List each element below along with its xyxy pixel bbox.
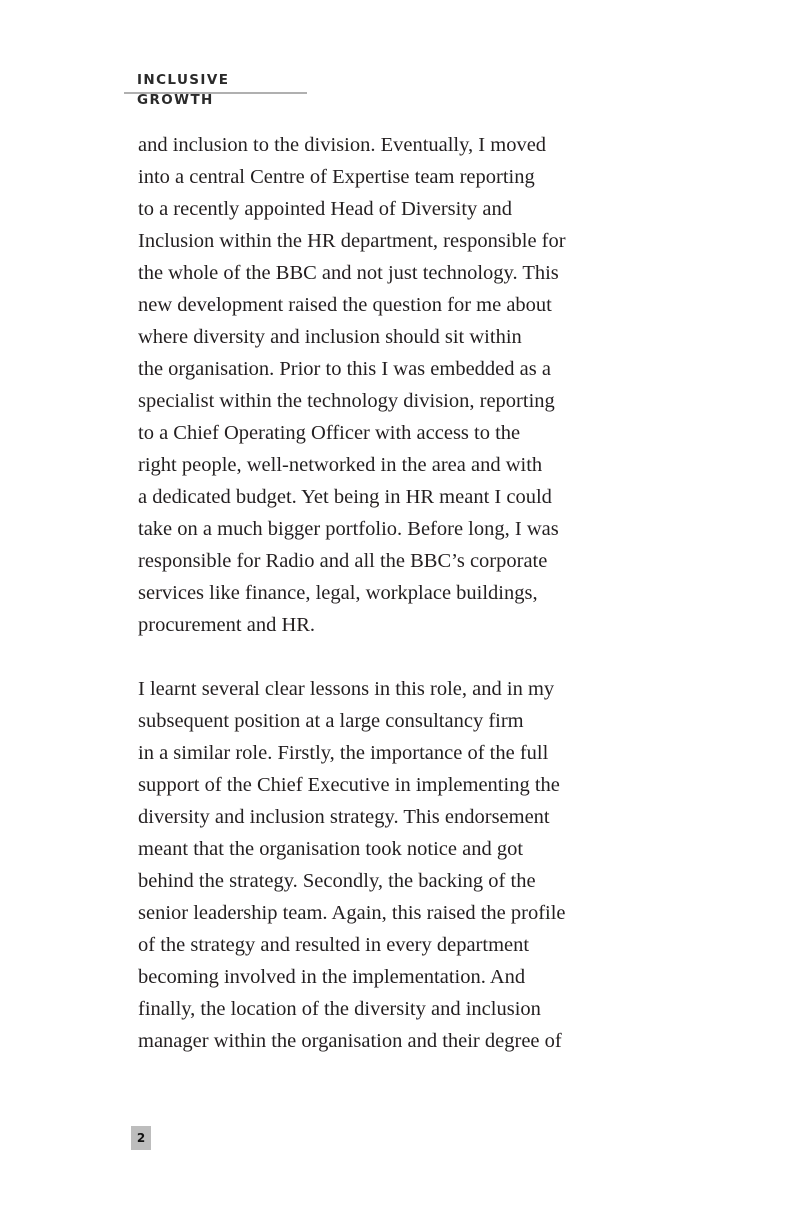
text-line: to a Chief Operating Officer with access to the bbox=[138, 422, 521, 444]
text-line: specialist within the technology division, reporting bbox=[138, 390, 555, 412]
text-line: to a recently appointed Head of Diversity and bbox=[138, 198, 512, 220]
text-line: of the strategy and resulted in every department bbox=[138, 934, 530, 956]
text-line: I learnt several clear lessons in this role, and in my bbox=[138, 678, 555, 700]
text-line: senior leadership team. Again, this raised the profile bbox=[138, 902, 566, 924]
text-line: support of the Chief Executive in implementing the bbox=[138, 774, 560, 796]
text-line: diversity and inclusion strategy. This endorsement bbox=[138, 806, 550, 828]
text-line: in a similar role. Firstly, the importance of the full bbox=[138, 742, 549, 764]
body-text bbox=[138, 129, 698, 1057]
text-line: behind the strategy. Secondly, the backing of the bbox=[138, 870, 536, 892]
text-line: take on a much bigger portfolio. Before long, I was bbox=[138, 518, 559, 540]
text-line: manager within the organisation and their degree of bbox=[138, 1030, 562, 1052]
text-line: where diversity and inclusion should sit within bbox=[138, 326, 522, 348]
text-line: and inclusion to the division. Eventually, I moved bbox=[138, 134, 547, 156]
text-line: the organisation. Prior to this I was embedded as a bbox=[138, 358, 551, 380]
paragraph-1 bbox=[138, 129, 698, 641]
text-line: subsequent position at a large consultancy firm bbox=[138, 710, 524, 732]
text-line: right people, well-networked in the area and with bbox=[138, 454, 543, 476]
text-line: finally, the location of the diversity and inclusion bbox=[138, 998, 541, 1020]
paragraph-2 bbox=[138, 673, 698, 1057]
text-line: into a central Centre of Expertise team reporting bbox=[138, 166, 535, 188]
text-line: responsible for Radio and all the BBC’s corporate bbox=[138, 550, 548, 572]
text-line: becoming involved in the implementation. And bbox=[138, 966, 526, 988]
page-number: 2 bbox=[131, 1126, 151, 1150]
text-line: the whole of the BBC and not just technology. This bbox=[138, 262, 559, 284]
running-header: INCLUSIVE GROWTH bbox=[124, 70, 307, 94]
text-line: Inclusion within the HR department, responsible for bbox=[138, 230, 566, 252]
text-line: a dedicated budget. Yet being in HR meant I could bbox=[138, 486, 552, 508]
text-line: meant that the organisation took notice and got bbox=[138, 838, 524, 860]
text-line: procurement and HR. bbox=[138, 614, 316, 636]
text-line: services like finance, legal, workplace buildings, bbox=[138, 582, 538, 604]
text-line: new development raised the question for me about bbox=[138, 294, 552, 316]
